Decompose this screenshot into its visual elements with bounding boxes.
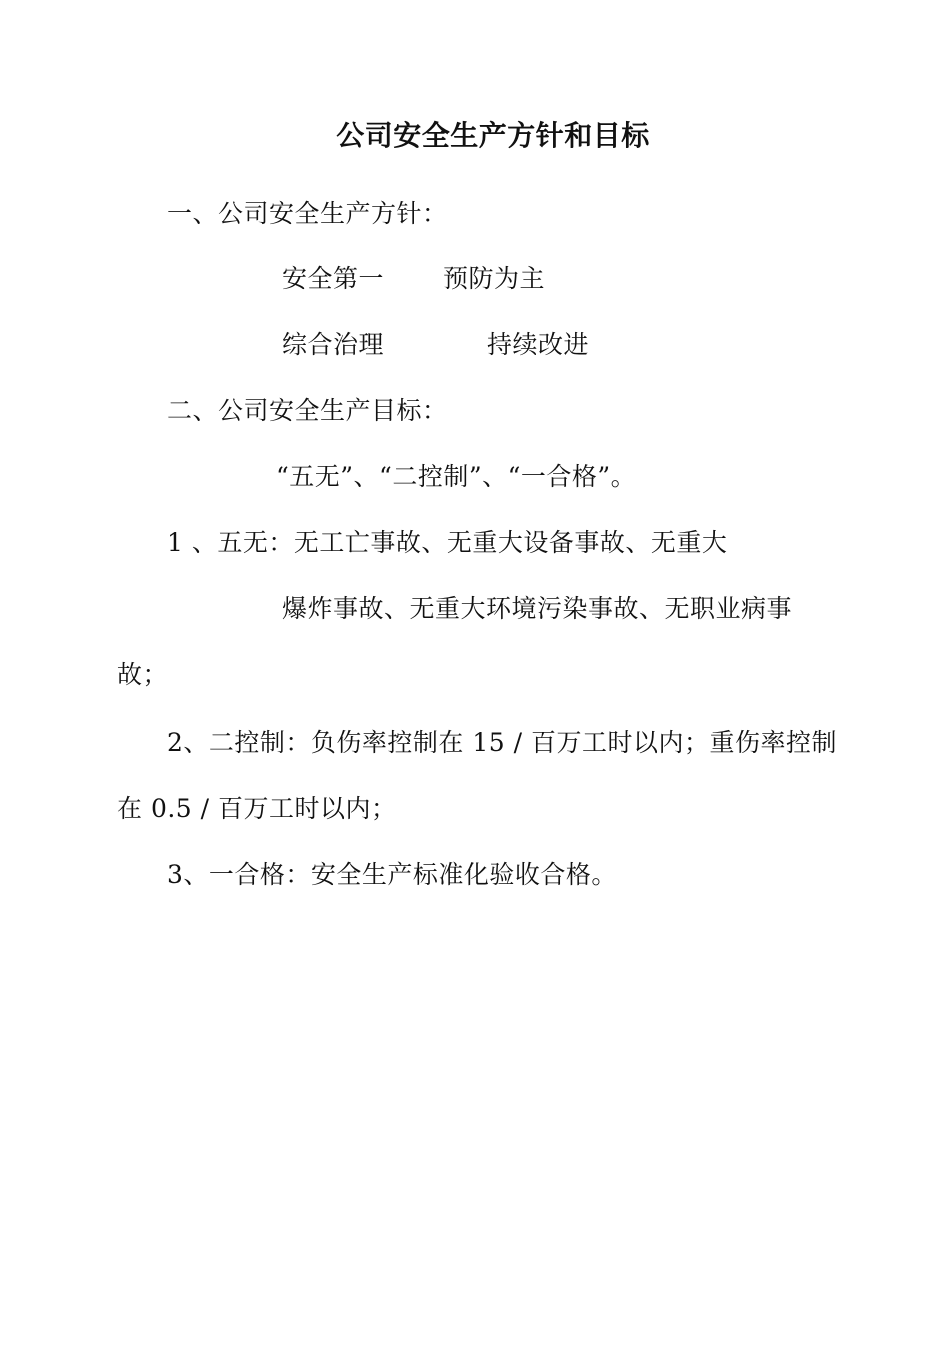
document-title: 公司安全生产方针和目标 [336,119,650,152]
policy-item-2: 预防为主 [443,264,546,293]
item2-line1: 2、二控制：负伤率控制在 15 / 百万工时以内；重伤率控制 [167,728,837,757]
goals-summary: “五无”、“二控制”、“一合格”。 [276,462,637,491]
section1-heading: 一、公司安全生产方针： [167,199,448,228]
policy-item-3: 综合治理 [282,330,385,359]
item1-line3: 故； [117,660,169,689]
policy-item-1: 安全第一 [282,264,385,293]
policy-item-4: 持续改进 [487,330,590,359]
item2-line2: 在 0.5 / 百万工时以内； [117,794,397,823]
item1-line2: 爆炸事故、无重大环境污染事故、无职业病事 [282,594,793,623]
section2-heading: 二、公司安全生产目标： [167,396,448,425]
item1-line1: 1 、五无：无工亡事故、无重大设备事故、无重大 [167,528,728,557]
item3: 3、一合格：安全生产标准化验收合格。 [167,860,617,889]
